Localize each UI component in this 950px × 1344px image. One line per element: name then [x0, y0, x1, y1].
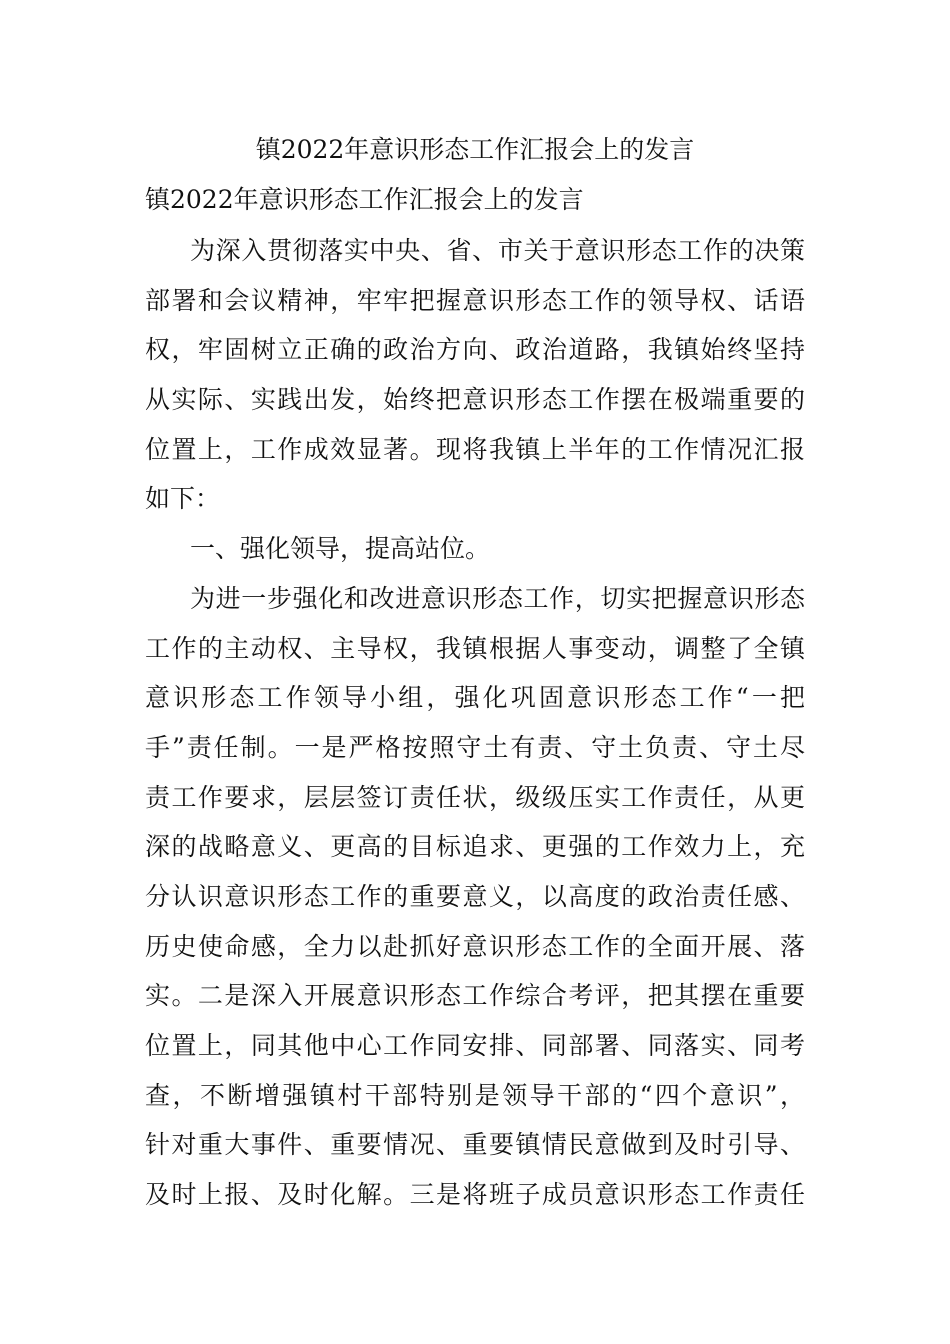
paragraph-line: 针对重大事件、重要情况、重要镇情民意做到及时引导、: [145, 1130, 805, 1160]
document-body: [145, 226, 805, 1220]
paragraph-line: 手”责任制。一是严格按照守土有责、守土负责、守土尽: [145, 732, 805, 762]
paragraph-line: 部署和会议精神，牢牢把握意识形态工作的领导权、话语: [145, 285, 805, 315]
section-heading: 一、强化领导，提高站位。: [190, 534, 491, 564]
paragraph-line: 为进一步强化和改进意识形态工作，切实把握意识形态: [190, 583, 805, 613]
paragraph-line: 实。二是深入开展意识形态工作综合考评，把其摆在重要: [145, 981, 805, 1011]
paragraph-line: 为深入贯彻落实中央、省、市关于意识形态工作的决策: [190, 236, 805, 265]
paragraph-line: 权，牢固树立正确的政治方向、政治道路，我镇始终坚持: [145, 335, 805, 365]
paragraph-line: 历史使命感，全力以赴抓好意识形态工作的全面开展、落: [145, 931, 805, 961]
paragraph-line: 深的战略意义、更高的目标追求、更强的工作效力上，充: [145, 832, 805, 862]
paragraph-line: 位置上，同其他中心工作同安排、同部署、同落实、同考: [145, 1031, 805, 1060]
document-title: 镇2022年意识形态工作汇报会上的发言: [255, 135, 695, 164]
paragraph-line: 工作的主动权、主导权，我镇根据人事变动，调整了全镇: [145, 633, 805, 663]
paragraph-line: 责工作要求，层层签订责任状，级级压实工作责任，从更: [145, 782, 805, 812]
paragraph-line: 从实际、实践出发，始终把意识形态工作摆在极端重要的: [145, 385, 805, 415]
paragraph-line: 及时上报、及时化解。三是将班子成员意识形态工作责任: [145, 1180, 805, 1210]
paragraph-line: 查，不断增强镇村干部特别是领导干部的“四个意识”，: [145, 1080, 805, 1110]
paragraph-line: 分认识意识形态工作的重要意义，以高度的政治责任感、: [145, 881, 805, 911]
document-subtitle: 镇2022年意识形态工作汇报会上的发言: [145, 185, 584, 214]
paragraph-line: 位置上，工作成效显著。现将我镇上半年的工作情况汇报: [145, 434, 805, 464]
paragraph-line: 意识形态工作领导小组，强化巩固意识形态工作“一把: [145, 683, 805, 713]
paragraph-line: 如下：: [145, 484, 221, 514]
